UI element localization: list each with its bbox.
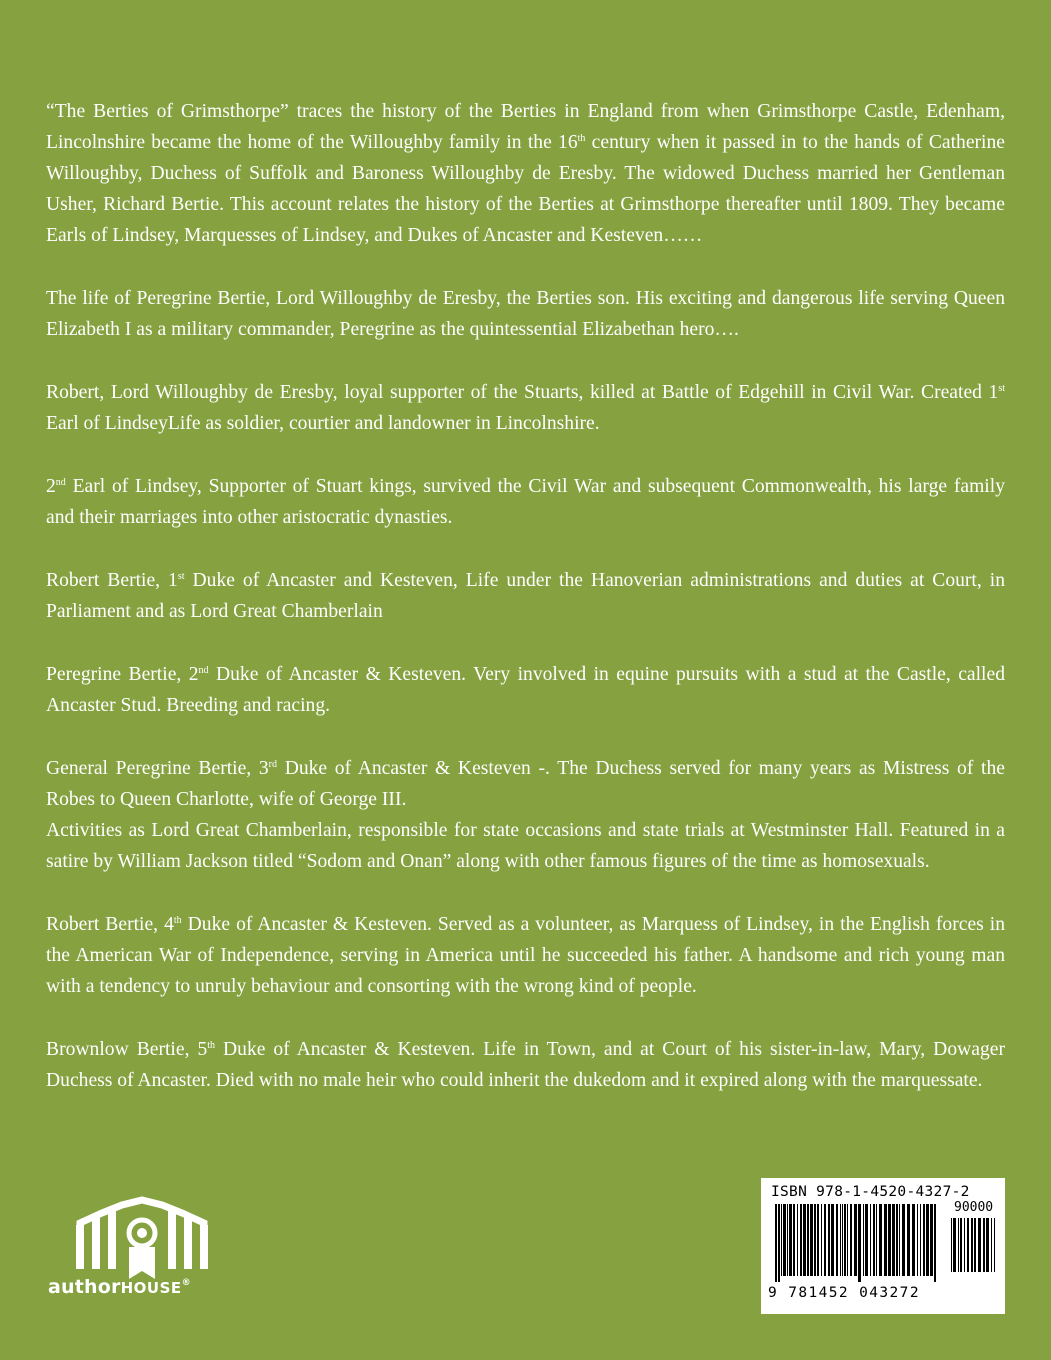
ean-number: 9 781452 043272 (768, 1285, 920, 1301)
barcode-bar (850, 1204, 852, 1276)
barcode-addon-number: 90000 (954, 1200, 994, 1215)
ordinal-sup: st (177, 571, 185, 582)
barcode-bar (964, 1218, 965, 1272)
first-duke-text-cont: Duke of Ancaster and Kesteven, Life under the Hanoverian administrations and duties at Court, in Parliament and as Lord Great Chamberlain (46, 570, 1005, 622)
barcode-bar (783, 1204, 786, 1276)
barcode-bar (958, 1218, 959, 1272)
barcode-bar (821, 1204, 822, 1276)
barcode-bar (907, 1204, 910, 1276)
barcode-bar (865, 1204, 868, 1276)
barcode-bar (879, 1204, 882, 1276)
paragraph-2nd-duke (46, 659, 1005, 721)
barcode-bar (896, 1204, 898, 1276)
isbn-barcode (761, 1178, 1005, 1314)
barcode-bar (902, 1204, 905, 1276)
barcode-bar (917, 1204, 918, 1276)
addon-barcode-bars (951, 1218, 996, 1278)
ordinal-sup: rd (268, 759, 278, 770)
barcode-bar (953, 1218, 956, 1272)
second-earl-text: 2 (46, 476, 56, 497)
second-duke-text: Peregrine Bertie, 2 (46, 664, 199, 685)
ordinal-sup: nd (198, 665, 209, 676)
barcode-bar (781, 1204, 782, 1276)
robert-text-cont: Earl of LindseyLife as soldier, courtier and landowner in Lincolnshire. (46, 413, 600, 434)
barcode-bar (923, 1204, 925, 1276)
barcode-bar (960, 1218, 962, 1272)
ean-barcode-bars (775, 1204, 939, 1282)
barcode-bar (991, 1218, 992, 1272)
barcode-bar (840, 1204, 841, 1276)
barcode-bar (912, 1204, 915, 1276)
barcode-bar (800, 1204, 802, 1276)
robert-text: Robert, Lord Willoughby de Eresby, loyal supporter of the Stuarts, killed at Battle of Edgehill in Civil War. Created 1 (46, 382, 999, 403)
barcode-bar (986, 1218, 989, 1272)
barcode-bar (971, 1218, 973, 1272)
second-earl-text-cont: Earl of Lindsey, Supporter of Stuart kings, survived the Civil War and subsequent Commonwealth, his large family and their marriages into other aristocratic dynasties. (46, 476, 1005, 528)
fifth-duke-text-cont: Duke of Ancaster & Kesteven. Life in Town, and at Court of his sister-in-law, Mary, Dowager Duchess of Ancaster. Died with no male heir who could inherit the dukedom and it expired along with the marquessate. (46, 1039, 1005, 1091)
barcode-bar (844, 1204, 846, 1276)
barcode-bar (831, 1204, 834, 1276)
third-duke-text: General Peregrine Bertie, 3 (46, 758, 269, 779)
barcode-bar (847, 1204, 848, 1276)
paragraph-2nd-earl (46, 471, 1005, 533)
paragraph-1st-duke (46, 565, 1005, 627)
barcode-bar (978, 1218, 981, 1272)
paragraph-5th-duke (46, 1034, 1005, 1096)
barcode-bar (836, 1204, 838, 1276)
barcode-bar (876, 1204, 877, 1276)
barcode-bar (994, 1218, 995, 1272)
barcode-bar (899, 1204, 900, 1276)
barcode-bar (828, 1204, 830, 1276)
barcode-bar (967, 1218, 969, 1272)
barcode-bar (824, 1204, 826, 1276)
ordinal-sup: th (207, 1040, 216, 1051)
ordinal-sup: th (173, 915, 182, 926)
barcode-bar (870, 1204, 871, 1276)
paragraph-robert-1st-earl (46, 377, 1005, 439)
ordinal-sup: nd (55, 477, 66, 488)
second-duke-text-cont: Duke of Ancaster & Kesteven. Very involved in equine pursuits with a stud at the Castle, called Ancaster Stud. Breeding and racing. (46, 664, 1005, 716)
barcode-bar (873, 1204, 875, 1276)
barcode-bar (926, 1204, 929, 1276)
paragraph-intro (46, 96, 1005, 251)
first-duke-text: Robert Bertie, 1 (46, 570, 178, 591)
intro-text-cont: century when it passed in to the hands of Catherine Willoughby, Duchess of Suffolk and Baroness Willoughby de Eresby. The widowed Duchess married her Gentleman Usher, Richard Bertie. This account relates the history of the Berties at Grimsthorpe thereafter until 1809. They became Earls of Lindsey, Marquesses of Lindsey, and Dukes of Ancaster and Kesteven…… (46, 132, 1005, 246)
registered-mark: ® (181, 1278, 191, 1288)
paragraph-peregrine (46, 283, 1005, 345)
barcode-bar (892, 1204, 895, 1276)
publisher-name-caps: HOUSE (120, 1279, 182, 1297)
barcode-bar (884, 1204, 887, 1276)
barcode-bar (789, 1204, 792, 1276)
barcode-bar (803, 1204, 806, 1276)
barcode-bar (817, 1204, 819, 1276)
barcode-bar (863, 1204, 864, 1276)
barcode-bar (854, 1204, 857, 1276)
paragraph-3rd-duke (46, 753, 1005, 877)
barcode-bar (858, 1204, 861, 1282)
barcode-bar (888, 1204, 891, 1276)
fourth-duke-text: Robert Bertie, 4 (46, 914, 174, 935)
intro-text: “The Berties of Grimsthorpe” traces the history of the Berties in England from when Grimsthorpe Castle, Edenham, Lincolnshire became the home of the Willoughby family in the 16 (46, 101, 1005, 153)
peregrine-text: The life of Peregrine Bertie, Lord Willoughby de Eresby, the Berties son. His exciting and dangerous life serving Queen Elizabeth I as a military commander, Peregrine as the quintessential Elizabethan hero…. (46, 288, 1005, 340)
isbn-label: ISBN 978-1-4520-4327-2 (771, 1184, 970, 1200)
third-duke-activities: Activities as Lord Great Chamberlain, responsible for state occasions and state trials at Westminster Hall. Featured in a satire by William Jackson titled “Sodom and Onan” along with other famous figures of the time as homosexuals. (46, 820, 1005, 872)
ordinal-sup: th (577, 133, 586, 144)
barcode-bar (920, 1204, 921, 1276)
barcode-bar (934, 1204, 936, 1282)
barcode-bar (930, 1204, 933, 1276)
fourth-duke-text-cont: Duke of Ancaster & Kesteven. Served as a volunteer, as Marquess of Lindsey, in the English forces in the American War of Independence, serving in America until he succeeded his father. A handsome and rich young man with a tendency to unruly behaviour and consorting with the wrong kind of people. (46, 914, 1005, 997)
barcode-bar (807, 1204, 809, 1276)
ordinal-sup: st (998, 383, 1005, 394)
barcode-bar (974, 1218, 976, 1272)
barcode-bar (775, 1204, 777, 1282)
barcode-bar (983, 1218, 985, 1272)
fifth-duke-text: Brownlow Bertie, 5 (46, 1039, 208, 1060)
third-duke-text-cont: Duke of Ancaster & Kesteven -. The Duchess served for many years as Mistress of the Robes to Queen Charlotte, wife of George III. (46, 758, 1005, 810)
barcode-bar (778, 1204, 780, 1282)
back-cover-text (46, 96, 1005, 1128)
barcode-bar (793, 1204, 795, 1276)
barcode-bar (810, 1204, 813, 1276)
paragraph-4th-duke (46, 909, 1005, 1002)
barcode-bar (842, 1204, 843, 1276)
barcode-bar (951, 1218, 952, 1272)
barcode-bar (814, 1204, 816, 1276)
publisher-name-lower: author (48, 1276, 121, 1298)
barcode-bar (787, 1204, 788, 1276)
publisher-name (48, 1276, 191, 1298)
barcode-bar (797, 1204, 798, 1276)
